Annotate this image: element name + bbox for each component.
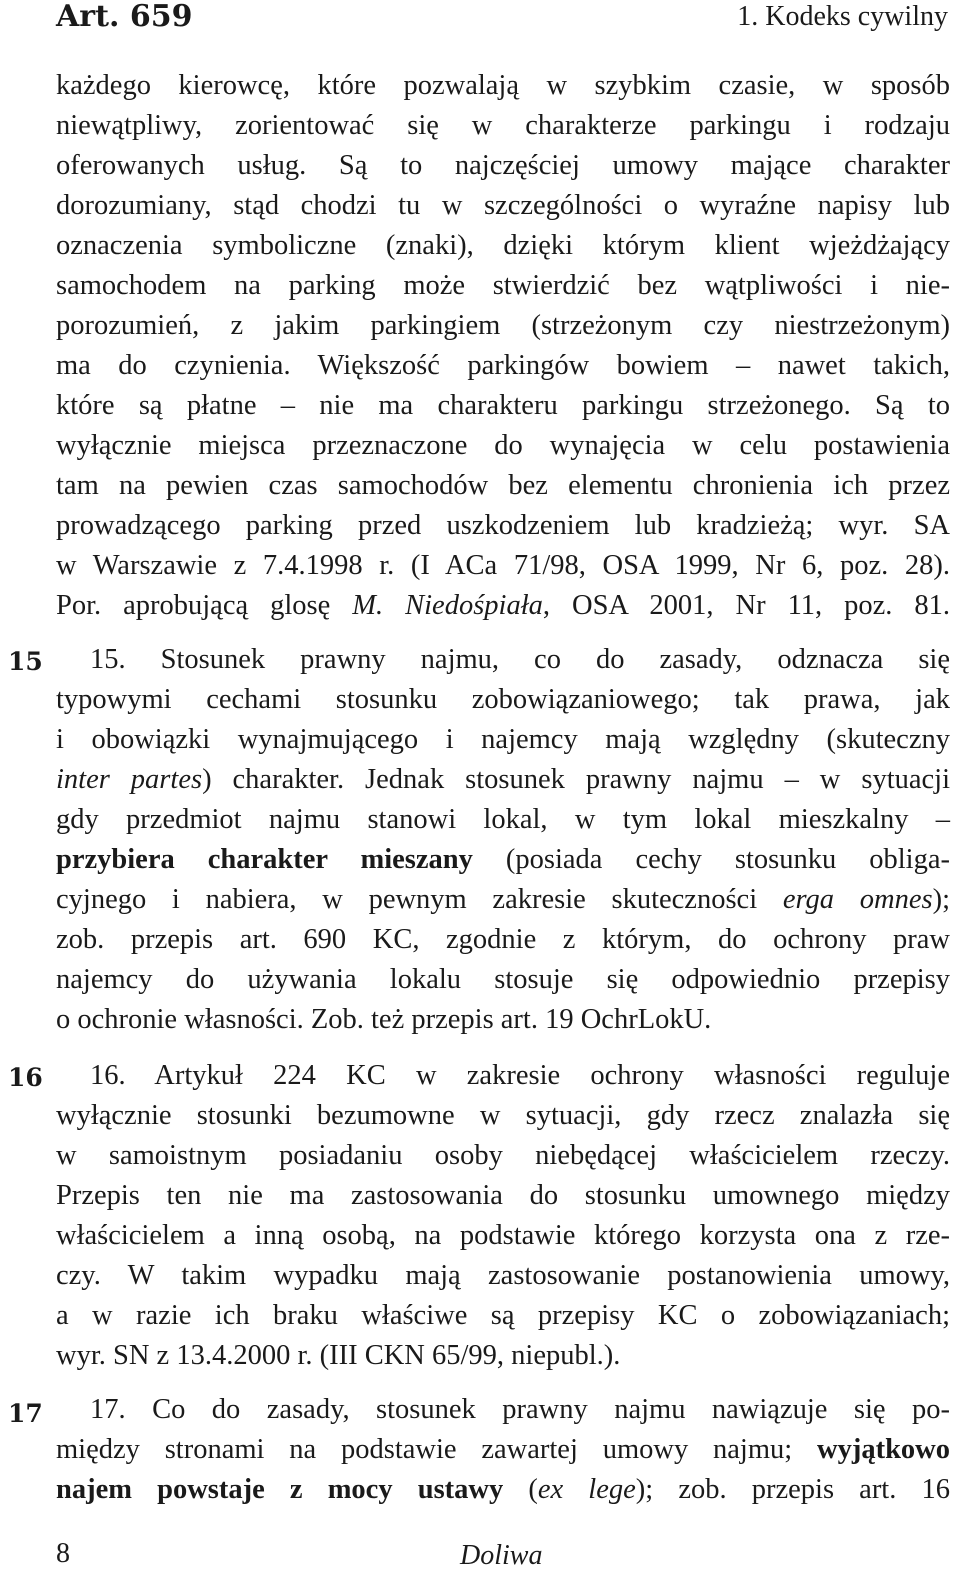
text-line: gdy przedmiot najmu stanowi lokal, w tym lokal mieszkalny – [56, 804, 950, 835]
latin-term: ex lege [537, 1474, 636, 1505]
text-line: ma do czynienia. Większość parkingów bowiem – nawet takich, [56, 350, 950, 381]
text-line [56, 840, 950, 880]
margin-number-15: 15 [8, 647, 43, 676]
text-line: każdego kierowcę, które pozwalają w szybkim czasie, w sposób [56, 70, 950, 101]
footer-author: Doliwa [460, 1540, 543, 1571]
text-line: a w razie ich braku właściwe są przepisy KC o zobowiązaniach; [56, 1300, 950, 1331]
page-number: 8 [56, 1538, 70, 1569]
article-number: Art. 659 [56, 0, 193, 34]
emphasis-bold: przybiera charakter mieszany [56, 844, 473, 875]
text-line: prowadzącego parking przed uszkodzeniem lub kradzieżą; wyr. SA [56, 510, 950, 541]
author-name: M. Niedośpiała [352, 590, 543, 621]
text-run: , OSA 2001, Nr 11, poz. 81. [542, 590, 951, 621]
text-run: Por. aprobującą glosę [56, 590, 353, 621]
text-line [56, 1470, 950, 1510]
text-run: ( [503, 1474, 538, 1505]
text-line: porozumień, z jakim parkingiem (strzeżonym czy niestrzeżonym) [56, 310, 950, 341]
text-run: (posiada cechy stosunku obliga- [472, 844, 950, 875]
text-line [56, 880, 950, 920]
text-line: zob. przepis art. 690 KC, zgodnie z którym, do ochrony praw [56, 924, 950, 955]
margin-number-16: 16 [8, 1063, 43, 1092]
text-line [56, 586, 950, 626]
text-line: tam na pewien czas samochodów bez elementu chronienia ich przez [56, 470, 950, 501]
text-run: ); zob. przepis art. 16 [635, 1474, 950, 1505]
text-line [56, 1430, 950, 1470]
margin-number-17: 17 [8, 1399, 43, 1428]
text-line: oznaczenia symboliczne (znaki), dzięki którym klient wjeżdżający [56, 230, 950, 261]
code-title: 1. Kodeks cywilny [737, 1, 948, 32]
text-line: niewątpliwy, zorientować się w charakterze parkingu i rodzaju [56, 110, 950, 141]
text-line: o ochronie własności. Zob. też przepis art. 19 OchrLokU. [56, 1004, 712, 1035]
text-line: dorozumiany, stąd chodzi tu w szczególności o wyraźne napisy lub [56, 190, 950, 221]
text-run: cyjnego i nabiera, w pewnym zakresie skuteczności [56, 884, 783, 915]
text-line: najemcy do używania lokalu stosuje się odpowiednio przepisy [56, 964, 950, 995]
text-line: które są płatne – nie ma charakteru parkingu strzeżonego. Są to [56, 390, 950, 421]
text-line: i obowiązki wynajmującego i najemcy mają względny (skuteczny [56, 724, 950, 755]
emphasis-bold: najem powstaje z mocy ustawy [56, 1474, 504, 1505]
text-line: 16. Artykuł 224 KC w zakresie ochrony własności reguluje [90, 1060, 950, 1091]
text-run: między stronami na podstawie zawartej umowy najmu; [56, 1434, 817, 1465]
text-line: wyr. SN z 13.4.2000 r. (III CKN 65/99, niepubl.). [56, 1340, 621, 1371]
text-line: 15. Stosunek prawny najmu, co do zasady, odznacza się [90, 644, 950, 675]
latin-term: inter partes [56, 764, 203, 795]
text-line: czy. W takim wypadku mają zastosowanie postanowienia umowy, [56, 1260, 950, 1291]
text-line: oferowanych usług. Są to najczęściej umowy mające charakter [56, 150, 950, 181]
text-run: ) charakter. Jednak stosunek prawny najmu – w sytuacji [202, 764, 950, 795]
text-line: w samoistnym posiadaniu osoby niebędącej właścicielem rzeczy. [56, 1140, 950, 1171]
text-run: ); [932, 884, 950, 915]
text-line: właścicielem a inną osobą, na podstawie którego korzysta ona z rze- [56, 1220, 950, 1251]
latin-term: erga omnes [782, 884, 933, 915]
text-line: wyłącznie miejsca przeznaczone do wynajęcia w celu postawienia [56, 430, 950, 461]
text-line: Przepis ten nie ma zastosowania do stosunku umownego między [56, 1180, 950, 1211]
text-line [56, 760, 950, 800]
text-line: samochodem na parking może stwierdzić bez wątpliwości i nie- [56, 270, 950, 301]
emphasis-bold: wyjątkowo [817, 1434, 950, 1465]
text-line: wyłącznie stosunki bezumowne w sytuacji, gdy rzecz znalazła się [56, 1100, 950, 1131]
text-line: typowymi cechami stosunku zobowiązaniowego; tak prawa, jak [56, 684, 950, 715]
text-line: w Warszawie z 7.4.1998 r. (I ACa 71/98, OSA 1999, Nr 6, poz. 28). [56, 550, 950, 581]
text-line: 17. Co do zasady, stosunek prawny najmu nawiązuje się po- [90, 1394, 950, 1425]
